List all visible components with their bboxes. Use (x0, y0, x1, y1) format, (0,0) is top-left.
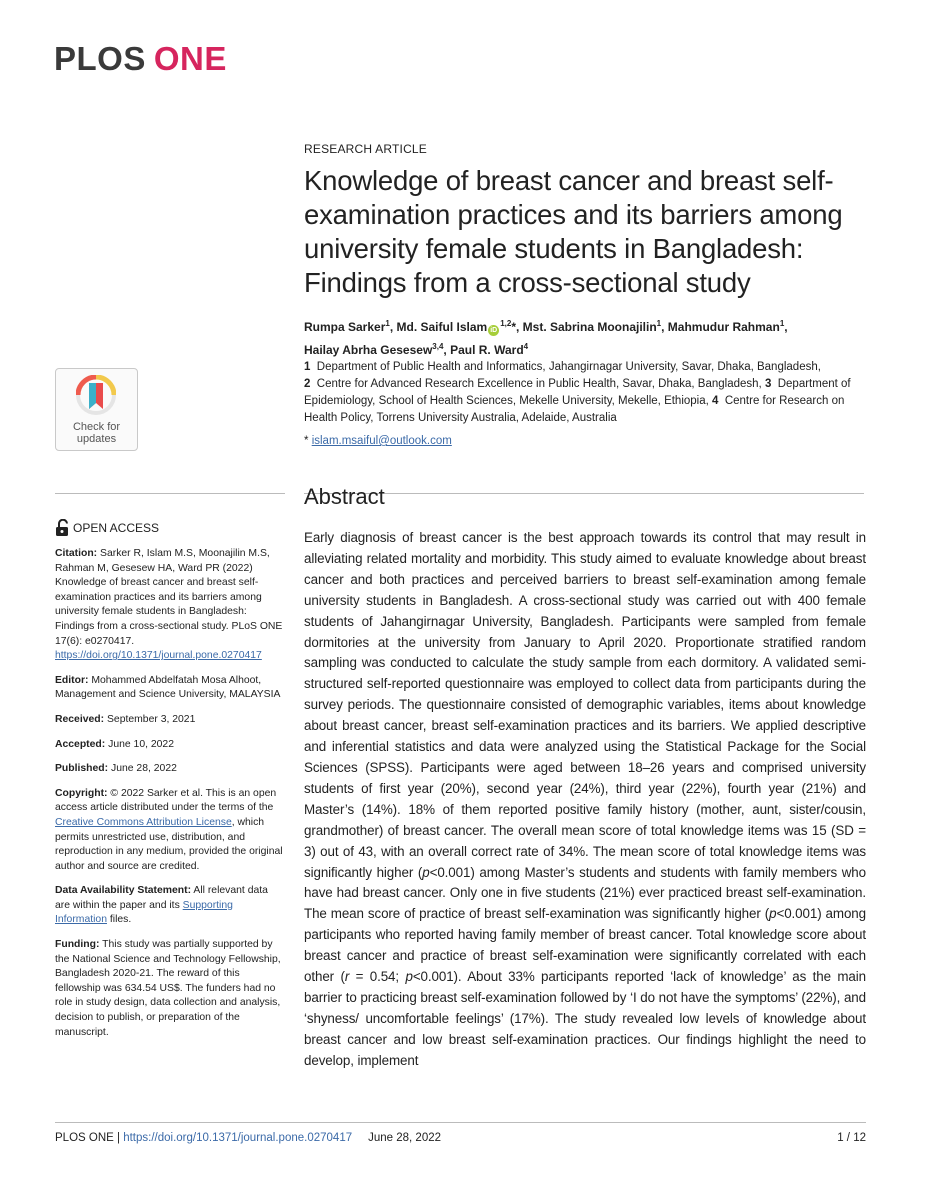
article-sidebar (55, 547, 283, 1050)
affiliation-number: 4 (712, 395, 719, 407)
email-link[interactable]: islam.msaiful@outlook.com (311, 435, 452, 447)
data-availability-label: Data Availability Statement: (55, 885, 192, 897)
stat-symbol: p (405, 969, 413, 985)
author-affil-sup: 4 (523, 342, 529, 351)
abstract-heading: Abstract (304, 484, 385, 509)
citation-doi-link[interactable]: https://doi.org/10.1371/journal.pone.0270417 (55, 650, 262, 662)
author-name[interactable]: Mst. Sabrina Moonajilin (522, 320, 657, 334)
corresponding-mark: * (511, 320, 516, 334)
footer-doi-link[interactable]: https://doi.org/10.1371/journal.pone.0270417 (123, 1132, 353, 1144)
author-name[interactable]: Hailay Abrha Gesesew (304, 343, 433, 357)
author-name[interactable]: Md. Saiful Islam (396, 320, 488, 334)
published-date: June 28, 2022 (111, 763, 177, 775)
affiliation-text: Centre for Advanced Research Excellence in Public Health, Savar, Dhaka, Bangladesh, (316, 378, 762, 390)
journal-logo (54, 40, 227, 78)
affiliation-number: 3 (764, 378, 772, 390)
funding (55, 938, 283, 1040)
footer-divider (55, 1122, 866, 1123)
affiliation-number: 2 (304, 378, 311, 390)
funding-label: Funding: (55, 939, 100, 951)
author-name[interactable]: Mahmudur Rahman (667, 320, 780, 334)
correspondence (304, 435, 452, 447)
affiliation-text: Centre for Research on Health Policy, Torrens University Australia, Adelaide, Australia (304, 395, 845, 424)
affiliation-text: Department of Public Health and Informatics, Jahangirnagar University, Savar, Dhaka, Bangladesh, (316, 361, 821, 373)
citation-text: Sarker R, Islam M.S, Moonajilin M.S, Rahman M, Gesesew HA, Ward PR (2022) Knowledge of breast cancer and breast self-examination practices and its barriers among university female students in Bangladesh: Findings from a cross-sectional study. PLoS ONE 17(6): e0270417. (55, 548, 283, 647)
received-label: Received: (55, 713, 105, 725)
editor (55, 674, 283, 703)
data-availability-text-2: files. (109, 914, 132, 926)
stat-symbol: p (769, 906, 777, 922)
published (55, 762, 283, 777)
open-access-text: OPEN ACCESS (73, 521, 160, 535)
author-list: Rumpa Sarker$^1$, Md. Saiful Islam iD$^{1,2}$*, Mst. Sabrina Moonajilin$^1$, Mahmudur Rahman$^1$, Hailay Abrha Gesesew$^{3,4}$, Paul R. Ward$^4$ (304, 319, 788, 357)
author-affil-sup: 1 (656, 319, 662, 328)
open-lock-icon (55, 519, 69, 537)
stat-symbol: r (344, 969, 350, 985)
author-affil-sup: 1 (779, 319, 785, 328)
abstract-body: Early diagnosis of breast cancer is the best approach towards its control that may result in alleviating related mortality and morbidity. This study aimed to evaluate knowledge about breast cancer and both practices and perceived barriers to breast self-examination among female university students in Bangladesh. A cross-sectional study was carried out with 400 female students of Jahangirnagar University, Bangladesh. Participants were sampled from female dormitories at the university from January to April 2020. Proportionate stratified random sampling was conducted to calculate the study sample from each dormitory. A validated semi-structured self-reported questionnaire was employed to collect data from participants during the survey periods. The questionnaire consisted of demographic variables, items about knowledge about breast cancer, breast self-examination practices and its barriers. We applied descriptive and inferential statistics and data were analyzed using the Statistical Package for the Social Sciences (SPSS). Participants were aged between 18–26 years and comprised university students of first year (20%), second year (24%), third year (22%), fourth year (21%) and Master’s (14%). 18% of them reported positive family history (mother, aunt, sister/cousin, grandmother) of breast cancer. The overall mean score of total knowledge items was 15 (SD = 3) out of 43, with an overall correct rate of 34%. The mean score of total knowledge items was significantly higher (p<0.001) among Master’s students and students with family members who have had breast cancer. Only one in five students (21%) ever practiced breast self-examination. The mean score of practice of breast self-examination was significantly higher (p<0.001) among participants who reported having family member of breast cancer. Total knowledge score about breast cancer and practice of breast self-examination were significantly correlated with each other (r = 0.54; p<0.001). About 33% participants reported ‘lack of knowledge’ as the main barrier to practicing breast self-examination followed by ‘I do not have the symptoms’ (22%), and ‘shyness/ uncomfortable feelings’ (17%). The study revealed low levels of knowledge about breast cancer and low breast self-examination practices. Our findings highlight the need to develop, implement (304, 530, 867, 1068)
copyright-text-2: , which permits unrestricted use, distribution, and reproduction in any medium, provided the original author and source are credited. (55, 816, 283, 872)
sidebar-divider (55, 493, 285, 494)
editor-label: Editor: (55, 674, 89, 686)
citation-label: Citation: (55, 548, 98, 559)
author-affil-sup: 1,2 (500, 319, 512, 328)
author-name[interactable]: Rumpa Sarker (304, 320, 386, 334)
article-title: Knowledge of breast cancer and breast self-examination practices and its barriers among university female students in Bangladesh: Findings from a cross-sectional study (304, 165, 843, 298)
accepted-label: Accepted: (55, 738, 106, 750)
footer-journal: PLOS ONE (55, 1132, 114, 1144)
funding-text: This study was partially supported by the National Science and Technology Fellowship, Bangladesh 2020-21. The reward of this fellowship was 634.54 US$. The funders had no role in study design, data collection and analysis, decision to publish, or preparation of the manuscript. (55, 939, 281, 1038)
citation (55, 547, 283, 664)
check-for-updates-badge[interactable] (55, 368, 138, 451)
author-affil-sup: 1 (385, 319, 390, 328)
badge-line-2: updates (76, 433, 117, 445)
author-name[interactable]: Paul R. Ward (450, 343, 524, 357)
badge-line-1: Check for (72, 421, 121, 433)
page-footer: PLOS ONE | https://doi.org/10.1371/journal.pone.0270417 June 28, 2022 1 / 12 (55, 1132, 866, 1144)
footer-date: June 28, 2022 (368, 1132, 442, 1144)
stat-symbol: p (422, 864, 430, 880)
published-label: Published: (55, 763, 109, 775)
logo-word-plos: PLOS (54, 40, 146, 77)
affiliation-text: Department of Epidemiology, School of Health Sciences, Mekelle University, Mekelle, Ethiopia, (304, 378, 851, 407)
corresponding-mark: * (304, 435, 309, 447)
affiliations (304, 359, 869, 427)
copyright-label: Copyright: (55, 787, 108, 799)
supporting-information-link[interactable]: Supporting Information (55, 899, 233, 926)
accepted-date: June 10, 2022 (108, 738, 174, 750)
orcid-icon[interactable]: iD (490, 327, 498, 334)
data-availability (55, 884, 283, 928)
received-date: September 3, 2021 (106, 713, 196, 725)
accepted (55, 738, 283, 753)
author-affil-sup: 3,4 (432, 342, 444, 351)
copyright-text: © 2022 Sarker et al. This is an open access article distributed under the terms of the (55, 787, 277, 814)
license-link[interactable]: Creative Commons Attribution License (55, 816, 232, 828)
copyright (55, 787, 283, 875)
check-for-updates-icon (76, 375, 116, 419)
article-type: RESEARCH ARTICLE (304, 142, 428, 156)
open-access-label (55, 519, 159, 537)
editor-text: Mohammed Abdelfatah Mosa Alhoot, Management and Science University, MALAYSIA (55, 674, 281, 701)
logo-word-one: ONE (153, 40, 227, 77)
page-number: 1 / 12 (837, 1132, 866, 1144)
received (55, 713, 283, 728)
data-availability-text: All relevant data are within the paper and its (55, 885, 268, 911)
abstract-divider (304, 493, 864, 494)
affiliation-number: 1 (304, 361, 311, 373)
